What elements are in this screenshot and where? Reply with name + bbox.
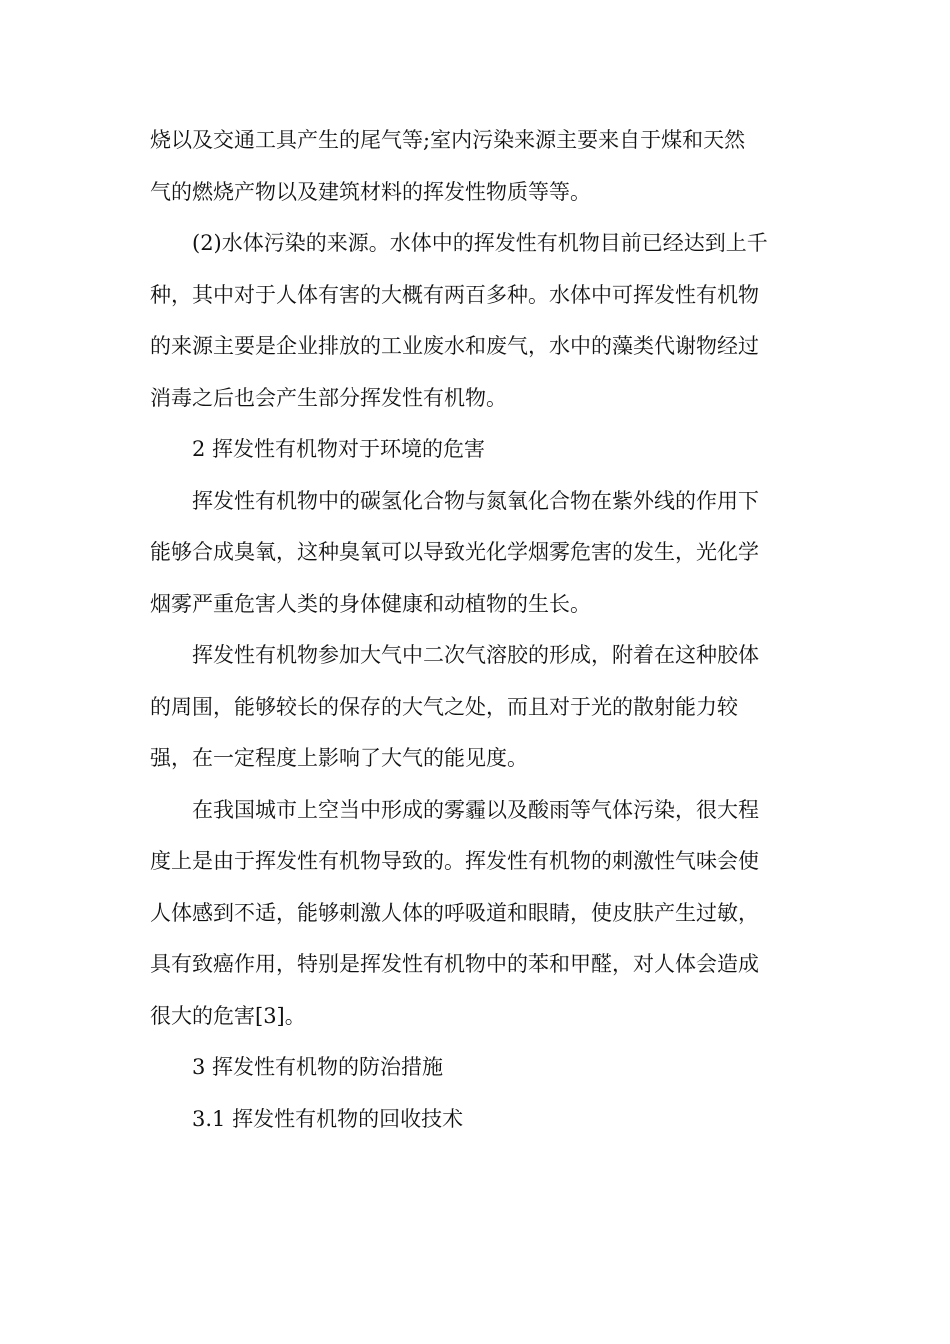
section-heading: 2 挥发性有机物对于环境的危害 [192, 437, 486, 461]
paragraph-line: 挥发性有机物参加大气中二次气溶胶的形成，附着在这种胶体 [192, 643, 759, 667]
paragraph-line: 气的燃烧产物以及建筑材料的挥发性物质等等。 [150, 179, 591, 204]
paragraph-line: 的周围，能够较长的保存的大气之处，而且对于光的散射能力较 [150, 694, 738, 719]
paragraph-line: 烧以及交通工具产生的尾气等;室内污染来源主要来自于煤和天然 [150, 128, 746, 152]
subsection-heading: 3.1 挥发性有机物的回收技术 [192, 1106, 464, 1131]
paragraph-line: 在我国城市上空当中形成的雾霾以及酸雨等气体污染，很大程 [192, 797, 759, 822]
paragraph-line: 强，在一定程度上影响了大气的能见度。 [150, 746, 528, 770]
paragraph-line: (2)水体污染的来源。水体中的挥发性有机物目前已经达到上千 [192, 231, 768, 255]
section-heading: 3 挥发性有机物的防治措施 [192, 1055, 444, 1079]
paragraph-line: 很大的危害[3]。 [150, 1003, 306, 1028]
paragraph-line: 人体感到不适，能够刺激人体的呼吸道和眼睛，使皮肤产生过敏， [150, 900, 759, 925]
paragraph-line: 能够合成臭氧，这种臭氧可以导致光化学烟雾危害的发生，光化学 [150, 540, 759, 564]
document-page [150, 115, 810, 1145]
paragraph-line: 度上是由于挥发性有机物导致的。挥发性有机物的刺激性气味会使 [150, 849, 759, 873]
paragraph-line: 种，其中对于人体有害的大概有两百多种。水体中可挥发性有机物 [150, 282, 759, 307]
paragraph-line: 挥发性有机物中的碳氢化合物与氮氧化合物在紫外线的作用下 [192, 488, 759, 513]
paragraph-line: 的来源主要是企业排放的工业废水和废气，水中的藻类代谢物经过 [150, 334, 759, 358]
paragraph-line: 具有致癌作用，特别是挥发性有机物中的苯和甲醛，对人体会造成 [150, 952, 759, 976]
paragraph-line: 消毒之后也会产生部分挥发性有机物。 [150, 385, 507, 410]
paragraph-line: 烟雾严重危害人类的身体健康和动植物的生长。 [150, 591, 591, 616]
